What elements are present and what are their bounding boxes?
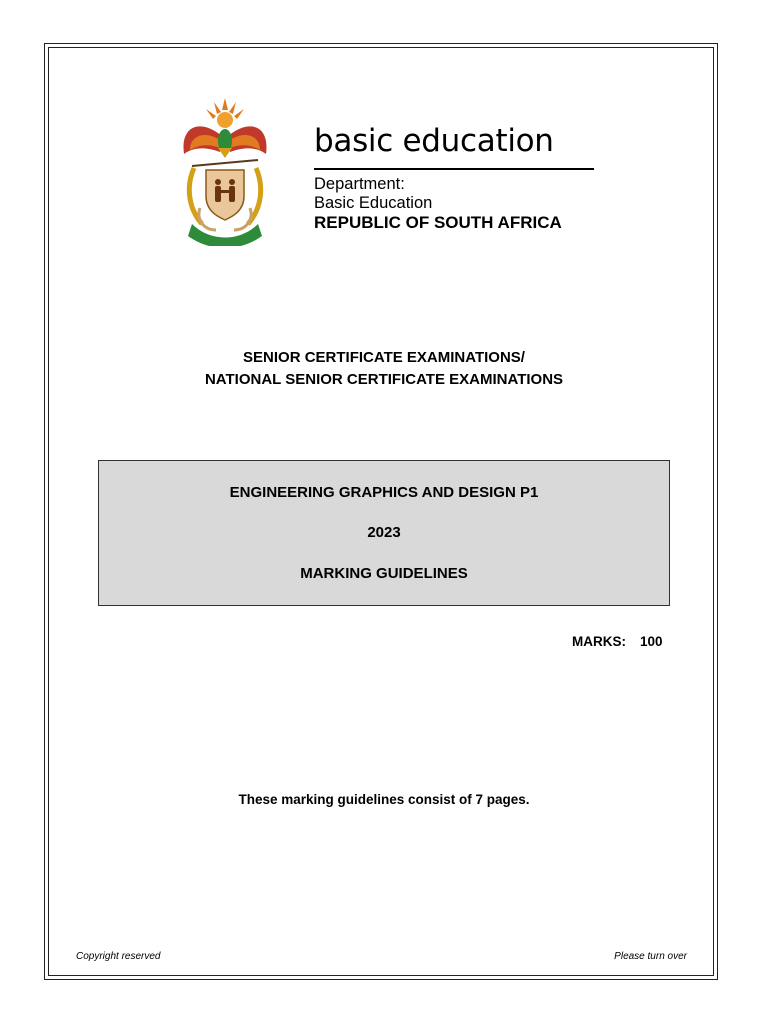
exam-year: 2023 (367, 524, 401, 541)
country-name: REPUBLIC OF SOUTH AFRICA (314, 213, 562, 232)
exam-title-line1: SENIOR CERTIFICATE EXAMINATIONS/ (243, 349, 525, 366)
brand-divider (314, 168, 594, 170)
coat-of-arms-icon (170, 96, 280, 246)
department-logo (160, 88, 610, 254)
marks-label: MARKS: (572, 634, 626, 649)
document-type: MARKING GUIDELINES (300, 565, 468, 582)
department-name: Basic Education (314, 194, 433, 212)
exam-title-line2: NATIONAL SENIOR CERTIFICATE EXAMINATIONS (204, 371, 564, 388)
marks-total (572, 634, 663, 649)
marks-value: 100 (640, 634, 663, 649)
department-label: Department: (314, 175, 405, 193)
footer-turn-over: Please turn over (614, 951, 687, 962)
footer-copyright: Copyright reserved (76, 951, 161, 962)
page-count-note: These marking guidelines consist of 7 pages. (238, 792, 530, 807)
subject-title: ENGINEERING GRAPHICS AND DESIGN P1 (229, 484, 539, 501)
brand-title: basic education (314, 123, 554, 159)
subject-box (98, 460, 670, 606)
